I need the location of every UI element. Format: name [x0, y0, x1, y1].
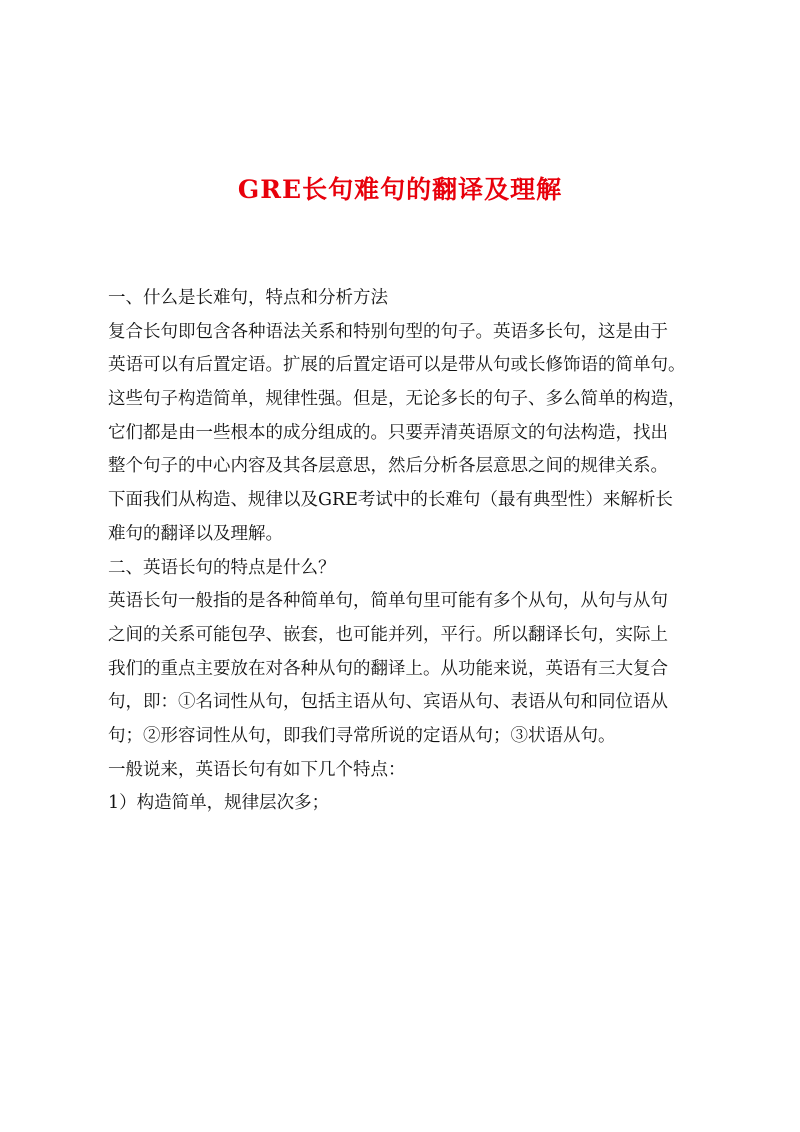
document-body [108, 282, 698, 821]
paragraph-line: 英语可以有后置定语。扩展的后置定语可以是带从句或长修饰语的简单句。 [108, 355, 686, 376]
section-heading-2: 二、英语长句的特点是什么？ [108, 557, 336, 578]
document-title: GRE长句难句的翻译及理解 [237, 175, 563, 204]
paragraph-line: 下面我们从构造、规律以及GRE考试中的长难句（最有典型性）来解析长 [108, 490, 673, 511]
paragraph-line: 英语长句一般指的是各种简单句，简单句里可能有多个从句，从句与从句 [108, 591, 668, 612]
paragraph-line: 难句的翻译以及理解。 [108, 523, 283, 544]
section-heading-1: 一、什么是长难句，特点和分析方法 [108, 288, 388, 308]
paragraph-line: 它们都是由一些根本的成分组成的。只要弄清英语原文的句法构造，找出 [108, 422, 668, 443]
paragraph-line: 这些句子构造简单，规律性强。但是，无论多长的句子、多么简单的构造， [108, 389, 686, 410]
paragraph-line: 整个句子的中心内容及其各层意思，然后分析各层意思之间的规律关系。 [108, 456, 668, 477]
paragraph-line: 我们的重点主要放在对各种从句的翻译上。从功能来说，英语有三大复合 [108, 658, 668, 679]
paragraph-line: 句；②形容词性从句，即我们寻常所说的定语从句；③状语从句。 [108, 725, 616, 746]
list-item-1: 1）构造简单，规律层次多； [108, 793, 330, 814]
paragraph-line: 句，即：①名词性从句，包括主语从句、宾语从句、表语从句和同位语从 [108, 692, 668, 713]
paragraph-line: 之间的关系可能包孕、嵌套，也可能并列，平行。所以翻译长句，实际上 [108, 624, 668, 645]
paragraph-line: 一般说来，英语长句有如下几个特点： [108, 759, 406, 780]
paragraph-line: 复合长句即包含各种语法关系和特别句型的句子。英语多长句，这是由于 [108, 321, 668, 342]
